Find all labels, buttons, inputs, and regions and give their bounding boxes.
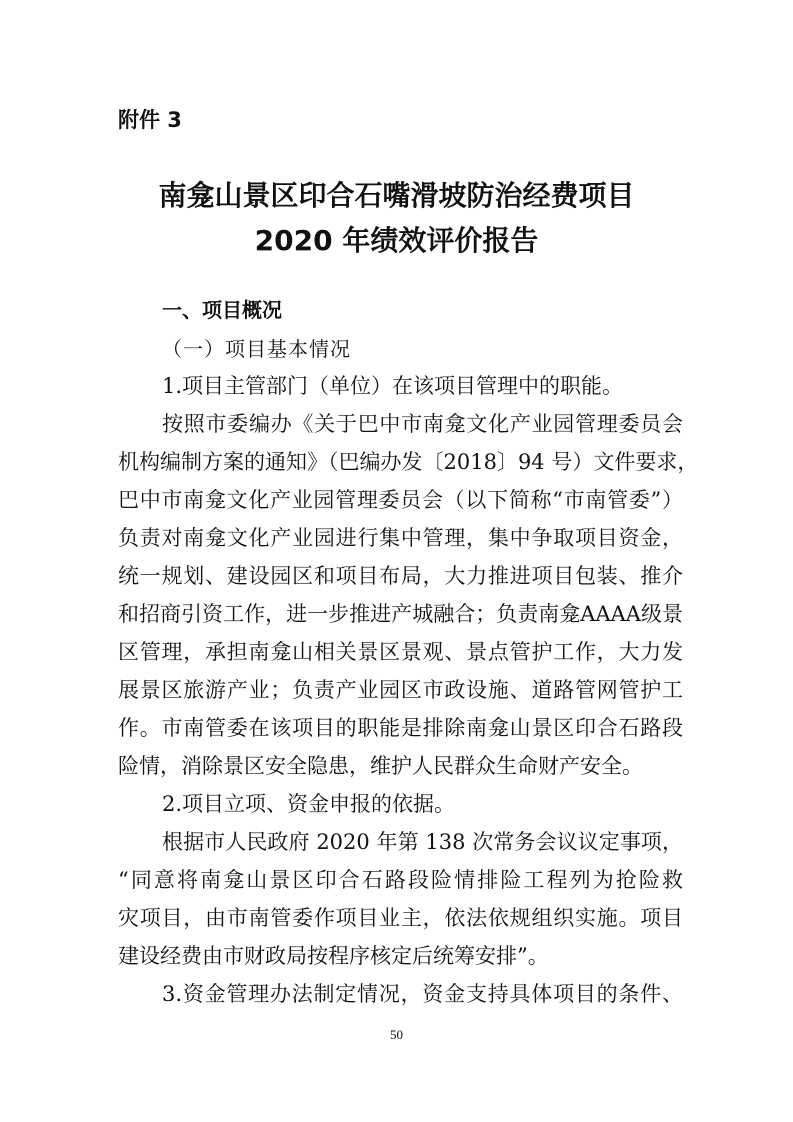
paragraph-1-line: 负责对南龛文化产业园进行集中管理，集中争取项目资金，	[118, 526, 683, 550]
document-title-line-2: 2020 年绩效评价报告	[254, 224, 539, 257]
paragraph-2-line: 建设经费由市财政局按程序核定后统筹安排”。	[118, 944, 549, 968]
page-number: 50	[390, 1027, 403, 1042]
paragraph-2-line: “同意将南龛山景区印合石路段险情排险工程列为抢险救	[118, 868, 683, 892]
item-heading-2: 2.项目立项、资金申报的依据。	[162, 792, 456, 816]
subsection-heading: （一）项目基本情况	[162, 337, 351, 361]
paragraph-1-line: 统一规划、建设园区和项目布局，大力推进项目包装、推介	[118, 564, 683, 588]
attachment-label: 附件 3	[118, 108, 182, 132]
paragraph-2-line: 根据市人民政府 2020 年第 138 次常务会议议定事项，	[162, 830, 683, 854]
paragraph-1-line: 作。市南管委在该项目的职能是排除南龛山景区印合石路段	[118, 716, 683, 740]
item-heading-3: 3.资金管理办法制定情况，资金支持具体项目的条件、	[162, 982, 683, 1006]
item-heading-1: 1.项目主管部门（单位）在该项目管理中的职能。	[162, 374, 624, 398]
paragraph-2-line: 灾项目，由市南管委作项目业主，依法依规组织实施。项目	[118, 906, 683, 930]
section-heading: 一、项目概况	[162, 298, 282, 322]
paragraph-1-line: 按照市委编办《关于巴中市南龛文化产业园管理委员会	[162, 412, 683, 436]
paragraph-1-line: 区管理，承担南龛山相关景区景观、景点管护工作，大力发	[118, 640, 683, 664]
paragraph-1-line: 展景区旅游产业；负责产业园区市政设施、道路管网管护工	[118, 678, 683, 702]
paragraph-1-line: 和招商引资工作，进一步推进产城融合；负责南龛AAAA级景	[118, 602, 683, 626]
paragraph-1-line: 险情，消除景区安全隐患，维护人民群众生命财产安全。	[118, 754, 643, 778]
paragraph-1-line: 机构编制方案的通知》（巴编办发〔2018〕94 号）文件要求，	[118, 450, 699, 474]
document-title-line-1: 南龛山景区印合石嘴滑坡防治经费项目	[158, 179, 635, 212]
paragraph-1-line: 巴中市南龛文化产业园管理委员会（以下简称“市南管委”）	[118, 488, 683, 512]
